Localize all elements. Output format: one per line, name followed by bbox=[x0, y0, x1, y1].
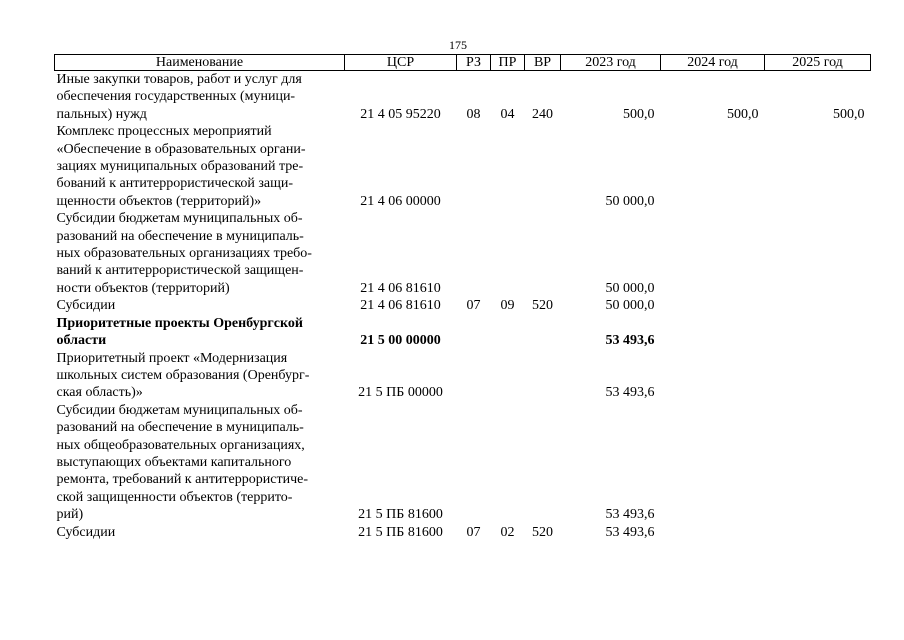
header-2025: 2025 год bbox=[765, 55, 871, 71]
table-row bbox=[55, 524, 871, 541]
row-2025 bbox=[765, 524, 871, 541]
row-vr: 240 bbox=[532, 106, 553, 122]
row-csr: 21 4 06 81610 bbox=[360, 298, 441, 314]
row-csr: 21 4 05 95220 bbox=[360, 106, 441, 122]
row-2025 bbox=[765, 210, 871, 297]
row-csr: 21 4 06 81610 bbox=[360, 280, 441, 296]
header-csr: ЦСР bbox=[345, 55, 457, 71]
page-number: 175 bbox=[449, 38, 467, 52]
row-pr bbox=[491, 350, 525, 402]
table-row bbox=[55, 123, 871, 210]
row-2024 bbox=[661, 524, 765, 541]
row-pr: 09 bbox=[500, 298, 515, 314]
table-header-row bbox=[55, 55, 871, 71]
row-2024 bbox=[661, 402, 765, 524]
row-vr: 520 bbox=[532, 524, 553, 540]
row-pr bbox=[491, 210, 525, 297]
table-row bbox=[55, 402, 871, 524]
row-csr: 21 4 06 00000 bbox=[360, 193, 441, 209]
row-name: Приоритетный проект «Модернизация школьных систем образования (Оренбург- ская область)» bbox=[56, 350, 310, 401]
row-csr: 21 5 ПБ 81600 bbox=[358, 507, 443, 523]
header-rz: РЗ bbox=[457, 55, 491, 71]
row-2023: 53 493,6 bbox=[605, 333, 655, 349]
row-csr: 21 5 ПБ 00000 bbox=[358, 385, 443, 401]
row-name: Приоритетные проекты Оренбургской области bbox=[56, 315, 303, 349]
row-2023: 50 000,0 bbox=[605, 298, 655, 314]
row-2025: 500,0 bbox=[833, 106, 865, 122]
row-2025 bbox=[765, 402, 871, 524]
row-rz bbox=[457, 350, 491, 402]
row-2025 bbox=[765, 297, 871, 314]
row-2024 bbox=[661, 123, 765, 210]
row-name: Субсидии бюджетам муниципальных об- разований на обеспечение в муниципаль- ных общеобразовательных организациях, выступающих объектами капитального ремонта, требований к антитеррористиче- ской защищенности объектов (террито- рий) bbox=[56, 402, 308, 523]
row-2023: 53 493,6 bbox=[605, 507, 655, 523]
row-2023: 500,0 bbox=[623, 106, 655, 122]
row-pr: 04 bbox=[500, 106, 515, 122]
header-name: Наименование bbox=[55, 55, 345, 71]
row-2024 bbox=[661, 297, 765, 314]
row-name: Комплекс процессных мероприятий «Обеспечение в образовательных органи- зациях муниципальных образований тре- бований к антитеррористической защи- щенности объектов (территорий)» bbox=[56, 124, 306, 209]
row-name: Субсидии бюджетам муниципальных об- разований на обеспечение в муниципаль- ных образовательных организациях требо- ваний к антитеррористической защищен- ности объектов (территорий) bbox=[56, 211, 312, 296]
row-vr bbox=[525, 350, 561, 402]
header-2024: 2024 год bbox=[661, 55, 765, 71]
table-row bbox=[55, 71, 871, 124]
table-row bbox=[55, 297, 871, 314]
row-name: Субсидии bbox=[56, 298, 116, 314]
row-csr: 21 5 ПБ 81600 bbox=[358, 524, 443, 540]
row-vr bbox=[525, 210, 561, 297]
row-rz bbox=[457, 315, 491, 350]
row-rz: 07 bbox=[466, 524, 481, 540]
row-pr bbox=[491, 123, 525, 210]
row-rz bbox=[457, 123, 491, 210]
row-2023: 50 000,0 bbox=[605, 193, 655, 209]
row-pr: 02 bbox=[500, 524, 515, 540]
table-body bbox=[55, 71, 871, 541]
row-2023: 50 000,0 bbox=[605, 280, 655, 296]
row-csr: 21 5 00 00000 bbox=[360, 333, 441, 349]
row-rz: 08 bbox=[466, 106, 481, 122]
row-rz bbox=[457, 210, 491, 297]
row-name: Субсидии bbox=[56, 524, 116, 540]
row-vr bbox=[525, 315, 561, 350]
row-vr: 520 bbox=[532, 298, 553, 314]
row-2025 bbox=[765, 350, 871, 402]
header-2023: 2023 год bbox=[561, 55, 661, 71]
row-2023: 53 493,6 bbox=[605, 524, 655, 540]
header-pr: ПР bbox=[491, 55, 525, 71]
header-vr: ВР bbox=[525, 55, 561, 71]
budget-table bbox=[54, 54, 871, 541]
table-row-section bbox=[55, 315, 871, 350]
row-rz: 07 bbox=[466, 298, 481, 314]
table-row bbox=[55, 210, 871, 297]
row-2024 bbox=[661, 315, 765, 350]
row-pr bbox=[491, 402, 525, 524]
row-name: Иные закупки товаров, работ и услуг для обеспечения государственных (муници- пальных) нужд bbox=[56, 72, 302, 122]
row-pr bbox=[491, 315, 525, 350]
row-rz bbox=[457, 402, 491, 524]
row-2024 bbox=[661, 350, 765, 402]
row-2024: 500,0 bbox=[727, 106, 759, 122]
row-vr bbox=[525, 123, 561, 210]
row-vr bbox=[525, 402, 561, 524]
row-2023: 53 493,6 bbox=[605, 385, 655, 401]
row-2025 bbox=[765, 315, 871, 350]
table-row bbox=[55, 350, 871, 402]
row-2024 bbox=[661, 210, 765, 297]
row-2025 bbox=[765, 123, 871, 210]
